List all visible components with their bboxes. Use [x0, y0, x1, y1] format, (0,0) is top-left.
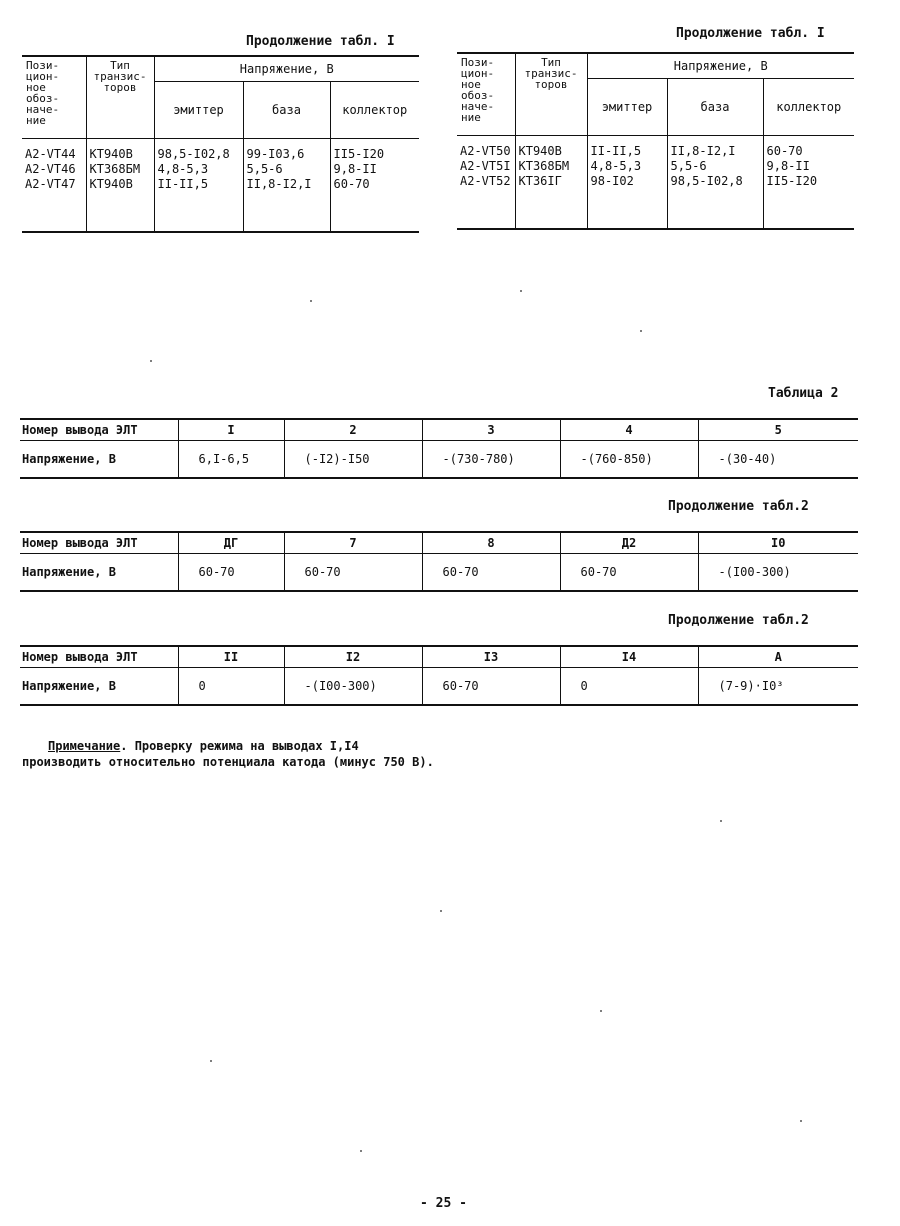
- header-transistor-type: Тип транзис- торов: [515, 53, 587, 136]
- voltage-cell: 60-70: [178, 554, 284, 592]
- voltage-cell: -(760-850): [560, 441, 698, 479]
- pin-cell: 3: [422, 419, 560, 441]
- voltage-cell: 60-70: [422, 554, 560, 592]
- header-collector: коллектор: [763, 79, 854, 136]
- pin-cell: Д2: [560, 532, 698, 554]
- header-voltage: Напряжение, В: [154, 56, 419, 82]
- cell-positions: А2-VT50 А2-VT5I А2-VT52: [460, 144, 511, 188]
- cell-types: КТ940В КТ368БМ КТ36IГ: [515, 136, 587, 230]
- pin-cell: 5: [698, 419, 858, 441]
- table2-continuation-2: [20, 645, 858, 706]
- table1-left: [22, 55, 419, 233]
- voltage-cell: -(I00-300): [284, 668, 422, 706]
- voltage-cell: 60-70: [284, 554, 422, 592]
- header-voltage: Напряжение, В: [587, 53, 854, 79]
- cell-base-values: II,8-I2,I 5,5-6 98,5-I02,8: [667, 136, 763, 230]
- pin-cell: 2: [284, 419, 422, 441]
- pin-cell: 4: [560, 419, 698, 441]
- voltage-cell: (-I2)-I50: [284, 441, 422, 479]
- table2: [20, 418, 858, 479]
- row-label-pin: Номер вывода ЭЛТ: [20, 646, 178, 668]
- pin-cell: I2: [284, 646, 422, 668]
- header-collector: коллектор: [330, 82, 419, 139]
- voltage-cell: -(I00-300): [698, 554, 858, 592]
- table-row: [20, 554, 858, 592]
- voltage-cell: -(30-40): [698, 441, 858, 479]
- header-base: база: [667, 79, 763, 136]
- voltage-cell: 0: [560, 668, 698, 706]
- table-row: [20, 419, 858, 441]
- cell-base-values: 99-I03,6 5,5-6 II,8-I2,I: [243, 139, 330, 233]
- table2-caption: Таблица 2: [768, 386, 839, 401]
- row-label-pin: Номер вывода ЭЛТ: [20, 532, 178, 554]
- pin-cell: I3: [422, 646, 560, 668]
- cell-types: КТ940В КТ368БМ КТ940В: [86, 139, 154, 233]
- pin-cell: I4: [560, 646, 698, 668]
- cell-positions: А2-VT44 А2-VT46 А2-VT47: [25, 147, 76, 191]
- header-transistor-type: Тип транзис- торов: [86, 56, 154, 139]
- pin-cell: ДГ: [178, 532, 284, 554]
- footnote-text: . Проверку режима на выводах I,I4 производить относительно потенциала катода (минус 750 В).: [22, 739, 434, 769]
- voltage-cell: (7-9)·I0³: [698, 668, 858, 706]
- cell-collector-values: 60-70 9,8-II II5-I20: [763, 136, 854, 230]
- voltage-cell: 0: [178, 668, 284, 706]
- voltage-cell: 60-70: [560, 554, 698, 592]
- pin-cell: 8: [422, 532, 560, 554]
- table1-left-caption: Продолжение табл. I: [246, 34, 395, 49]
- header-emitter: эмиттер: [587, 79, 667, 136]
- table-row: [20, 668, 858, 706]
- table-row: [20, 646, 858, 668]
- pin-cell: А: [698, 646, 858, 668]
- row-label-voltage: Напряжение, В: [22, 565, 116, 579]
- footnote: [22, 738, 442, 770]
- table2-cont1-caption: Продолжение табл.2: [668, 499, 809, 514]
- pin-cell: II: [178, 646, 284, 668]
- row-label-voltage: Напряжение, В: [22, 452, 116, 466]
- cell-collector-values: II5-I20 9,8-II 60-70: [330, 139, 419, 233]
- footnote-label: Примечание: [48, 739, 121, 753]
- header-position: Пози- цион- ное обоз- наче- ние: [457, 53, 515, 136]
- table2-cont2-caption: Продолжение табл.2: [668, 613, 809, 628]
- cell-emitter-values: II-II,5 4,8-5,3 98-I02: [587, 136, 667, 230]
- voltage-cell: 6,I-6,5: [178, 441, 284, 479]
- pin-cell: 7: [284, 532, 422, 554]
- table-row: [20, 441, 858, 479]
- row-label-voltage: Напряжение, В: [22, 679, 116, 693]
- pin-cell: I: [178, 419, 284, 441]
- pin-cell: I0: [698, 532, 858, 554]
- table1-right-caption: Продолжение табл. I: [676, 26, 825, 41]
- table-row: [20, 532, 858, 554]
- page-number: - 25 -: [420, 1196, 467, 1211]
- table2-continuation-1: [20, 531, 858, 592]
- header-emitter: эмиттер: [154, 82, 243, 139]
- row-label-pin: Номер вывода ЭЛТ: [20, 419, 178, 441]
- voltage-cell: 60-70: [422, 668, 560, 706]
- header-position: Пози- цион- ное обоз- наче- ние: [22, 56, 86, 139]
- header-base: база: [243, 82, 330, 139]
- table1-right: [457, 52, 854, 230]
- cell-emitter-values: 98,5-I02,8 4,8-5,3 II-II,5: [154, 139, 243, 233]
- voltage-cell: -(730-780): [422, 441, 560, 479]
